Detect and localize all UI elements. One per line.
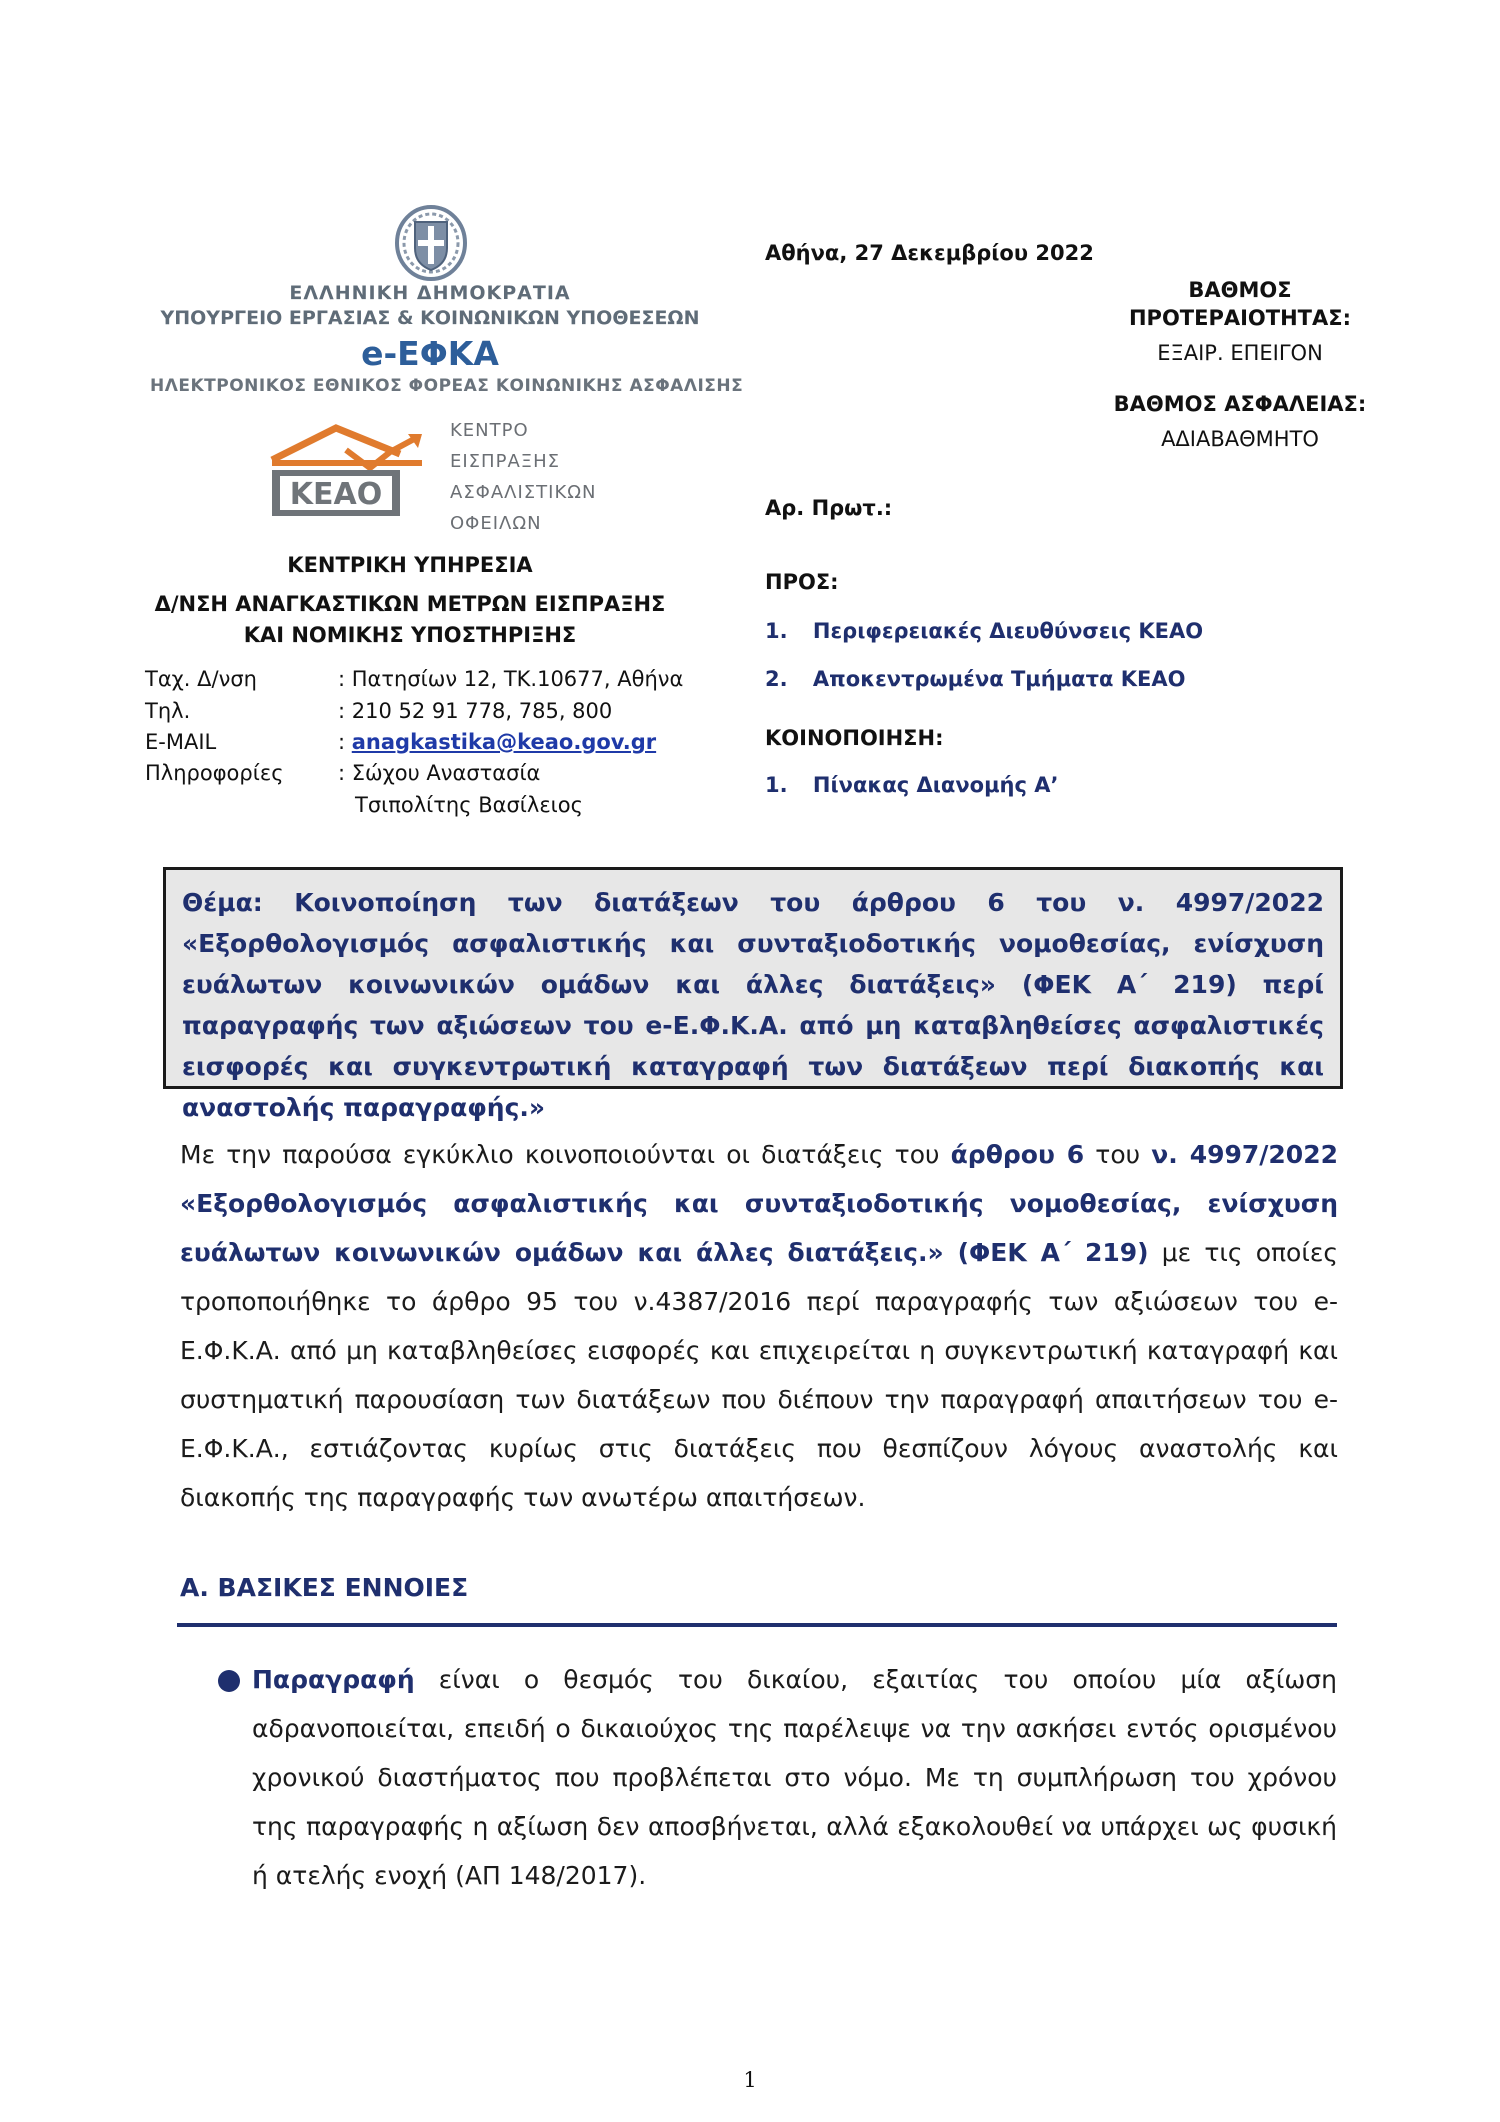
- security-value: ΑΔΙΑΒΑΘΜΗΤΟ: [1161, 427, 1319, 451]
- priority-value: ΕΞΑΙΡ. ΕΠΕΙΓΟΝ: [1157, 341, 1323, 365]
- security-label: ΒΑΘΜΟΣ ΑΣΦΑΛΕΙΑΣ:: [1113, 392, 1367, 416]
- definition-term: Παραγραφή: [252, 1665, 415, 1694]
- address-label: Ταχ. Δ/νση: [145, 667, 257, 691]
- recipient-item: [765, 667, 1185, 691]
- recipient-text: Αποκεντρωμένα Τμήματα ΚΕΑΟ: [812, 667, 1186, 691]
- phone-value: : 210 52 91 778, 785, 800: [338, 699, 613, 723]
- cc-item: [765, 773, 1059, 797]
- recipient-text: Περιφερειακές Διευθύνσεις ΚΕΑΟ: [812, 619, 1204, 643]
- keao-line: ΕΙΣΠΡΑΞΗΣ: [450, 451, 561, 472]
- email-label: E-MAIL: [145, 730, 217, 754]
- intro-bold-article: άρθρου 6: [950, 1140, 1085, 1169]
- subject-box: [163, 867, 1343, 1122]
- office-line-1: ΚΕΝΤΡΙΚΗ ΥΠΗΡΕΣΙΑ: [287, 553, 533, 577]
- recipient-number: 1.: [765, 619, 788, 643]
- office-line-3: ΚΑΙ ΝΟΜΙΚΗΣ ΥΠΟΣΤΗΡΙΞΗΣ: [243, 623, 577, 647]
- republic-text: ΕΛΛΗΝΙΚΗ ΔΗΜΟΚΡΑΤΙΑ: [289, 282, 571, 304]
- cc-number: 1.: [765, 773, 788, 797]
- keao-line: ΟΦΕΙΛΩΝ: [450, 513, 542, 534]
- phone-label: Τηλ.: [145, 699, 191, 723]
- priority-label-1: ΒΑΘΜΟΣ: [1188, 278, 1292, 302]
- recipients-to-label: ΠΡΟΣ:: [765, 570, 839, 594]
- cc-text: Πίνακας Διανομής Α’: [812, 773, 1059, 797]
- subject-text: Θέμα: Κοινοποίηση των διατάξεων του άρθρου 6 του ν. 4997/2022 «Εξορθολογισμός ασφαλιστικής και συνταξιοδοτικής νομοθεσίας, ενίσχυση ευάλωτων κοινωνικών ομάδων και άλλες διατάξεις» (ΦΕΚ Α΄ 219) περί παραγραφής των αξιώσεων του e-Ε.Φ.Κ.Α. από μη καταβληθείσες ασφαλιστικές εισφορές και συγκεντρωτική καταγραφή των διατάξεων περί διακοπής και αναστολής παραγραφής.»: [182, 888, 1324, 1122]
- email-value-wrap: [338, 730, 656, 754]
- bullet-icon: [218, 1670, 240, 1692]
- recipient-item: [765, 619, 1203, 643]
- protocol-label: Αρ. Πρωτ.:: [765, 496, 893, 520]
- info-value-1: : Σώχου Αναστασία: [338, 761, 541, 785]
- address-value: : Πατησίων 12, ΤΚ.10677, Αθήνα: [338, 667, 684, 691]
- keao-name-lines: [450, 415, 597, 539]
- recipient-number: 2.: [765, 667, 788, 691]
- keao-line: ΚΕΝΤΡΟ: [450, 420, 529, 441]
- section-divider: [177, 1623, 1337, 1627]
- keao-line: ΑΣΦΑΛΙΣΤΙΚΩΝ: [450, 482, 597, 503]
- agency-name: e-ΕΦΚΑ: [361, 334, 499, 373]
- page-number: 1: [743, 2068, 757, 2092]
- greek-coat-of-arms-icon: [393, 204, 469, 282]
- definition-paragraph: [252, 1655, 1337, 1900]
- document-date: Αθήνα, 27 Δεκεμβρίου 2022: [765, 241, 1094, 265]
- info-value-2: Τσιπολίτης Βασίλειος: [355, 793, 583, 817]
- keao-logo-icon: [266, 420, 436, 520]
- intro-bold-law: ν. 4997/2022 «Εξορθολογισμός ασφαλιστικής και συνταξιοδοτικής νομοθεσίας, ενίσχυση ευάλωτων κοινωνικών ομάδων και άλλες διατάξεις.» (ΦΕΚ Α΄ 219): [180, 1140, 1338, 1267]
- keao-logo-text: ΚΕΑΟ: [289, 477, 383, 512]
- agency-fullname: ΗΛΕΚΤΡΟΝΙΚΟΣ ΕΘΝΙΚΟΣ ΦΟΡΕΑΣ ΚΟΙΝΩΝΙΚΗΣ ΑΣΦΑΛΙΣΗΣ: [150, 376, 744, 396]
- email-prefix: :: [338, 730, 352, 754]
- priority-label-2: ΠΡΟΤΕΡΑΙΟΤΗΤΑΣ:: [1128, 306, 1352, 330]
- section-a-heading: Α. ΒΑΣΙΚΕΣ ΕΝΝΟΙΕΣ: [180, 1573, 469, 1602]
- info-label: Πληροφορίες: [145, 761, 284, 785]
- intro-text-1: Με την παρούσα εγκύκλιο κοινοποιούνται οι διατάξεις του: [180, 1140, 951, 1169]
- header-logo-block: [150, 200, 744, 534]
- intro-text-2: του: [1084, 1140, 1152, 1169]
- office-line-2: Δ/ΝΣΗ ΑΝΑΓΚΑΣΤΙΚΩΝ ΜΕΤΡΩΝ ΕΙΣΠΡΑΞΗΣ: [154, 592, 666, 616]
- email-link[interactable]: anagkastika@keao.gov.gr: [351, 730, 657, 754]
- cc-label: ΚΟΙΝΟΠΟΙΗΣΗ:: [765, 726, 944, 750]
- intro-paragraph: [180, 1130, 1338, 1522]
- definition-text: είναι ο θεσμός του δικαίου, εξαιτίας του οποίου μία αξίωση αδρανοποιείται, επειδή ο δικαιούχος της παρέλειψε να την ασκήσει εντός ορισμένου χρονικού διαστήματος που προβλέπεται στο νόμο. Με τη συμπλήρωση του χρόνου της παραγραφής η αξίωση δεν αποσβήνεται, αλλά εξακολουθεί να υπάρχει ως φυσική ή ατελής ενοχή (ΑΠ 148/2017).: [252, 1665, 1337, 1890]
- intro-text-3: με τις οποίες τροποποιήθηκε το άρθρο 95 του ν.4387/2016 περί παραγραφής των αξιώσεων του e-Ε.Φ.Κ.Α. από μη καταβληθείσες εισφορές και επιχειρείται η συγκεντρωτική καταγραφή και συστηματική παρουσίαση των διατάξεων που διέπουν την παραγραφή απαιτήσεων του e-Ε.Φ.Κ.Α., εστιάζοντας κυρίως στις διατάξεις που θεσπίζουν λόγους αναστολής και διακοπής της παραγραφής των ανωτέρω απαιτήσεων.: [180, 1238, 1338, 1512]
- ministry-text: ΥΠΟΥΡΓΕΙΟ ΕΡΓΑΣΙΑΣ & ΚΟΙΝΩΝΙΚΩΝ ΥΠΟΘΕΣΕΩΝ: [160, 307, 700, 329]
